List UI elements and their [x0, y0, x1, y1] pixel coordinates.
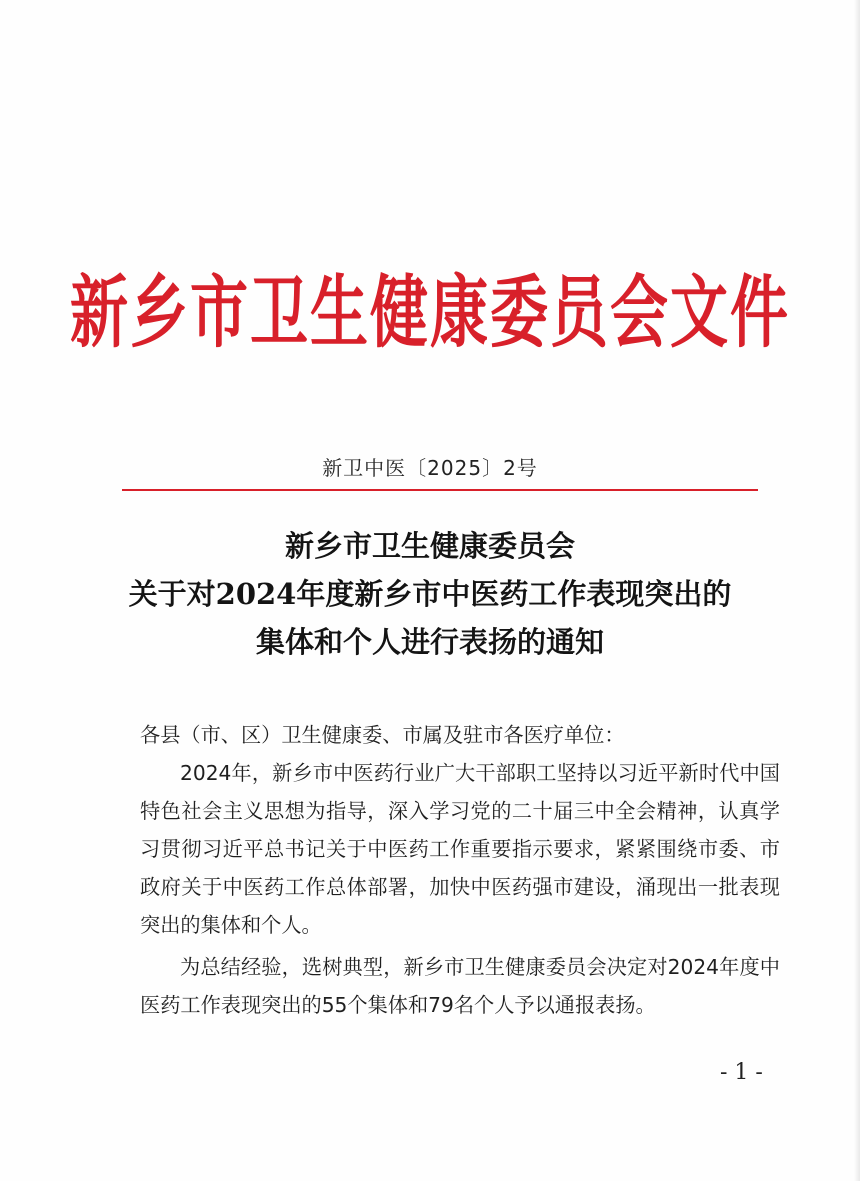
- body-paragraph-2: 为总结经验，选树典型，新乡市卫生健康委员会决定对2024年度中医药工作表现突出的55个集体和79名个人予以通报表扬。: [140, 955, 780, 1017]
- page-number: - 1 -: [720, 1060, 763, 1085]
- document-title: [0, 522, 860, 666]
- title-line-3: 集体和个人进行表扬的通知: [255, 625, 604, 659]
- document-body: [140, 716, 780, 1024]
- document-number: 新卫中医〔2025〕2号: [322, 456, 538, 480]
- title-line-2: 关于对2024年度新乡市中医药工作表现突出的: [128, 577, 732, 611]
- title-line-1: 新乡市卫生健康委员会: [284, 529, 575, 563]
- body-paragraph-1: 2024年，新乡市中医药行业广大干部职工坚持以习近平新时代中国特色社会主义思想为指导，深入学习党的二十届三中全会精神，认真学习贯彻习近平总书记关于中医药工作重要指示要求，紧紧围绕市委、市政府关于中医药工作总体部署，加快中医药强市建设，涌现出一批表现突出的集体和个人。: [140, 761, 780, 937]
- scan-edge-shadow: [854, 0, 860, 1181]
- salutation: 各县（市、区）卫生健康委、市属及驻市各医疗单位：: [140, 723, 625, 747]
- red-divider-line: [122, 489, 758, 491]
- document-masthead: 新乡市卫生健康委员会文件: [69, 266, 790, 359]
